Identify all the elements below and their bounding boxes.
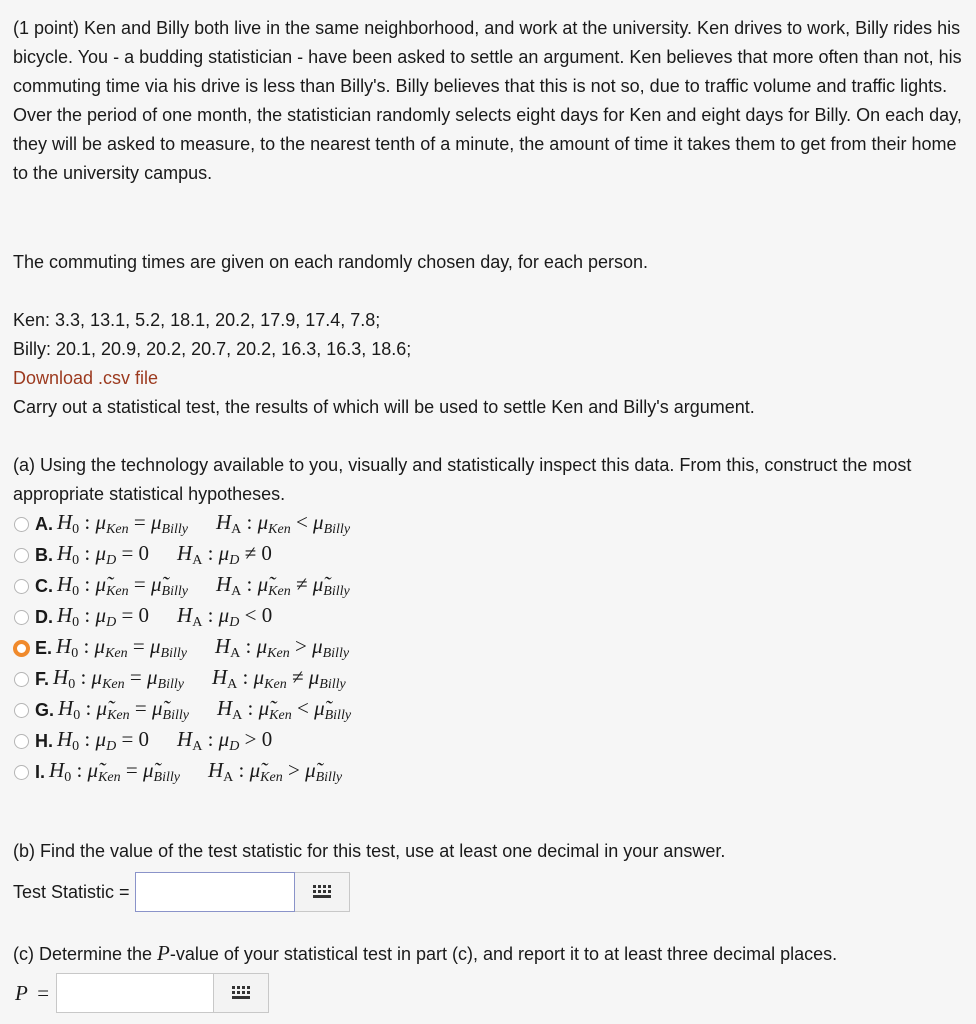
- colon: :: [84, 603, 91, 627]
- math-subscript: Ken: [107, 708, 130, 723]
- relation: ≠: [291, 665, 304, 689]
- math-subscript: 0: [72, 553, 80, 568]
- param-symbol: μ̃: [314, 696, 325, 720]
- math-subscript: Billy: [323, 522, 351, 537]
- colon: :: [84, 727, 91, 751]
- param-symbol: μ̃: [257, 572, 269, 596]
- option-letter: B.: [35, 544, 53, 565]
- colon: :: [84, 572, 91, 596]
- null-hypothesis: [53, 665, 184, 693]
- colon: :: [207, 541, 214, 565]
- param-symbol: 0: [261, 541, 272, 565]
- math-subscript: D: [229, 615, 240, 630]
- param-symbol: μ: [218, 603, 230, 627]
- math-subscript: Billy: [157, 677, 184, 692]
- relation: =: [132, 634, 145, 658]
- param-symbol: μ: [94, 634, 106, 658]
- math-subscript: 0: [72, 739, 80, 754]
- math-subscript: A: [227, 677, 238, 692]
- relation: <: [296, 696, 309, 720]
- math-subscript: Billy: [160, 646, 187, 661]
- download-csv-link[interactable]: Download .csv file: [13, 368, 159, 388]
- alternative-hypothesis: [177, 727, 272, 755]
- math-subscript: A: [223, 770, 234, 785]
- param-symbol: μ: [253, 665, 265, 689]
- param-symbol: μ̃: [142, 758, 154, 782]
- relation: =: [121, 541, 134, 565]
- ha-symbol: H: [177, 603, 193, 627]
- param-symbol: μ̃: [87, 758, 99, 782]
- colon: :: [80, 665, 87, 689]
- math-subscript: A: [192, 739, 203, 754]
- math-subscript: 0: [72, 522, 80, 537]
- math-subscript: D: [229, 739, 240, 754]
- h0-symbol: H: [58, 696, 74, 720]
- math-subscript: 0: [64, 770, 72, 785]
- radio-button[interactable]: [13, 640, 30, 657]
- relation: =: [129, 665, 142, 689]
- relation: =: [125, 758, 138, 782]
- option-letter: G.: [35, 699, 55, 720]
- param-symbol: μ: [218, 727, 230, 751]
- colon: :: [247, 696, 254, 720]
- math-subscript: Ken: [106, 584, 129, 599]
- math-subscript: A: [231, 584, 242, 599]
- alternative-hypothesis: [216, 572, 350, 600]
- math-subscript: Ken: [267, 646, 290, 661]
- option-letter: E.: [35, 637, 53, 658]
- ha-symbol: H: [215, 510, 232, 534]
- colon: :: [85, 696, 92, 720]
- null-hypothesis: [57, 572, 188, 600]
- param-symbol: μ: [257, 510, 269, 534]
- param-symbol: 0: [261, 603, 273, 627]
- alternative-hypothesis: [212, 665, 346, 693]
- h0-symbol: H: [57, 603, 73, 627]
- math-subscript: Ken: [98, 770, 121, 785]
- alternative-hypothesis: [177, 541, 272, 569]
- math-subscript: A: [232, 708, 243, 723]
- colon: :: [242, 665, 249, 689]
- test-statistic-label: Test Statistic =: [13, 881, 130, 902]
- h0-symbol: H: [57, 572, 73, 596]
- option-letter: H.: [35, 730, 53, 751]
- math-subscript: Ken: [260, 770, 283, 785]
- relation: ≠: [295, 572, 308, 596]
- h0-symbol: H: [56, 634, 72, 658]
- math-subscript: Billy: [162, 708, 189, 723]
- param-symbol: μ: [95, 541, 107, 565]
- p-label: P: [15, 980, 28, 1005]
- math-subscript: D: [229, 553, 240, 568]
- relation: <: [244, 603, 257, 627]
- math-subscript: Billy: [323, 584, 350, 599]
- math-subscript: Ken: [269, 708, 292, 723]
- option-f[interactable]: [14, 664, 346, 694]
- h0-symbol: H: [49, 758, 65, 782]
- billy-data: Billy: 20.1, 20.9, 20.2, 20.7, 20.2, 16.3, 16.3, 18.6;: [13, 339, 412, 359]
- ha-symbol: H: [177, 541, 193, 565]
- option-c[interactable]: [14, 571, 350, 601]
- colon: :: [245, 634, 252, 658]
- math-subscript: 0: [72, 615, 80, 630]
- p-value-keypad-button[interactable]: [214, 973, 269, 1013]
- param-symbol: μ: [308, 665, 320, 689]
- math-subscript: D: [106, 615, 117, 630]
- math-subscript: D: [106, 739, 117, 754]
- times-intro: The commuting times are given on each randomly chosen day, for each person.: [13, 252, 649, 272]
- colon: :: [207, 603, 214, 627]
- param-symbol: μ: [312, 634, 323, 658]
- relation: =: [121, 603, 134, 627]
- param-symbol: μ̃: [95, 572, 107, 596]
- ha-symbol: H: [177, 727, 193, 751]
- alternative-hypothesis: [208, 758, 342, 786]
- colon: :: [84, 510, 91, 534]
- math-subscript: A: [230, 646, 241, 661]
- option-a[interactable]: [14, 509, 350, 539]
- radio-button[interactable]: [14, 734, 29, 749]
- colon: :: [76, 758, 83, 782]
- math-subscript: A: [231, 522, 242, 537]
- radio-button[interactable]: [14, 548, 29, 563]
- param-symbol: 0: [261, 727, 273, 751]
- param-symbol: μ̃: [305, 758, 316, 782]
- math-subscript: Billy: [324, 708, 352, 723]
- param-symbol: μ: [256, 634, 268, 658]
- math-subscript: D: [106, 553, 117, 568]
- param-symbol: μ: [150, 510, 162, 534]
- null-hypothesis: [57, 727, 149, 755]
- relation: >: [244, 727, 257, 751]
- relation: ≠: [244, 541, 257, 565]
- option-d[interactable]: [14, 602, 272, 632]
- relation: >: [287, 758, 300, 782]
- math-subscript: Billy: [315, 770, 343, 785]
- null-hypothesis: [58, 696, 189, 724]
- math-subscript: A: [192, 615, 203, 630]
- part-c-prompt: [13, 941, 837, 966]
- math-subscript: Ken: [106, 522, 129, 537]
- relation: =: [133, 510, 146, 534]
- math-subscript: Ken: [264, 677, 287, 692]
- null-hypothesis: [57, 510, 188, 538]
- radio-button[interactable]: [14, 610, 29, 625]
- alternative-hypothesis: [177, 603, 272, 631]
- problem-intro: (1 point) Ken and Billy both live in the same neighborhood, and work at the university. Ken drives to work, Billy rides his bicycle. You - a budding statistician - have been asked to settle an argument. Ken believes that more often than not, his commuting time via his drive is less than Billy's. Billy believes that this is not so, due to traffic volume and traffic lights. Over the period of one month, the statistician randomly selects eight days for Ken and eight days for Billy. On each day, they will be asked to measure, to the nearest tenth of a minute, the amount of time it takes them to get from their home to the university campus.: [13, 18, 962, 183]
- option-letter: I.: [35, 761, 46, 782]
- null-hypothesis: [49, 758, 180, 786]
- part-c-prefix: (c) Determine the: [13, 944, 158, 964]
- ha-symbol: H: [215, 572, 232, 596]
- test-statistic-input[interactable]: [135, 872, 295, 912]
- option-letter: A.: [35, 513, 53, 534]
- part-a-prompt: (a) Using the technology available to you, visually and statistically inspect this data. From this, construct the most appropriate statistical hypotheses.: [13, 455, 912, 504]
- colon: :: [207, 727, 214, 751]
- param-symbol: μ: [95, 603, 107, 627]
- math-subscript: 0: [73, 708, 81, 723]
- relation: =: [133, 572, 146, 596]
- math-subscript: Ken: [105, 646, 128, 661]
- carry-out-text: Carry out a statistical test, the results of which will be used to settle Ken and Billy's argument.: [13, 397, 755, 417]
- math-subscript: Billy: [153, 770, 180, 785]
- relation: >: [294, 634, 307, 658]
- test-statistic-keypad-button[interactable]: [295, 872, 350, 912]
- test-statistic-row: [13, 841, 726, 914]
- h0-symbol: H: [57, 510, 73, 534]
- p-equals: =: [35, 980, 50, 1005]
- param-symbol: μ: [95, 727, 107, 751]
- param-symbol: μ̃: [151, 696, 163, 720]
- math-subscript: A: [192, 553, 203, 568]
- null-hypothesis: [57, 603, 149, 631]
- option-b[interactable]: [14, 540, 272, 570]
- relation: =: [121, 727, 134, 751]
- param-symbol: μ: [313, 510, 324, 534]
- param-symbol: 0: [138, 603, 150, 627]
- relation: =: [134, 696, 147, 720]
- option-i[interactable]: [14, 757, 342, 787]
- colon: :: [246, 510, 253, 534]
- colon: :: [84, 541, 91, 565]
- option-e[interactable]: [14, 633, 349, 663]
- part-c-p-symbol: P: [157, 941, 170, 965]
- colon: :: [246, 572, 253, 596]
- radio-button[interactable]: [14, 703, 29, 718]
- ha-symbol: H: [214, 634, 231, 658]
- math-subscript: Ken: [268, 522, 291, 537]
- math-subscript: Ken: [102, 677, 125, 692]
- radio-button[interactable]: [14, 765, 29, 780]
- param-symbol: μ: [91, 665, 103, 689]
- relation: <: [295, 510, 308, 534]
- h0-symbol: H: [53, 665, 69, 689]
- radio-button[interactable]: [14, 517, 29, 532]
- param-symbol: μ: [146, 665, 158, 689]
- ha-symbol: H: [211, 665, 228, 689]
- part-c-suffix: -value of your statistical test in part (c), and report it to at least three decimal places.: [169, 944, 838, 964]
- param-symbol: μ̃: [96, 696, 108, 720]
- null-hypothesis: [57, 541, 149, 569]
- param-symbol: μ̃: [258, 696, 270, 720]
- option-g[interactable]: [14, 695, 351, 725]
- keypad-icon: [232, 986, 250, 1000]
- math-subscript: 0: [68, 677, 76, 692]
- h0-symbol: H: [57, 727, 73, 751]
- math-subscript: 0: [72, 584, 80, 599]
- p-value-input[interactable]: [56, 973, 214, 1013]
- param-symbol: μ: [95, 510, 107, 534]
- param-symbol: 0: [138, 727, 150, 751]
- option-letter: C.: [35, 575, 53, 596]
- alternative-hypothesis: [216, 510, 350, 538]
- param-symbol: μ: [218, 541, 230, 565]
- math-subscript: 0: [71, 646, 79, 661]
- param-symbol: μ: [149, 634, 161, 658]
- h0-symbol: H: [57, 541, 73, 565]
- param-symbol: μ̃: [150, 572, 162, 596]
- math-subscript: Billy: [161, 522, 188, 537]
- math-subscript: Billy: [322, 646, 350, 661]
- part-b-prompt: (b) Find the value of the test statistic for this test, use at least one decimal in your answer.: [13, 841, 726, 861]
- alternative-hypothesis: [217, 696, 351, 724]
- ha-symbol: H: [207, 758, 224, 782]
- alternative-hypothesis: [215, 634, 349, 662]
- math-subscript: Ken: [268, 584, 291, 599]
- colon: :: [83, 634, 90, 658]
- p-value-row: [13, 941, 838, 1016]
- param-symbol: μ̃: [312, 572, 324, 596]
- option-letter: F.: [35, 668, 50, 689]
- math-subscript: Billy: [319, 677, 346, 692]
- math-subscript: Billy: [161, 584, 188, 599]
- keypad-icon: [313, 885, 331, 899]
- option-h[interactable]: [14, 726, 272, 756]
- option-letter: D.: [35, 606, 53, 627]
- colon: :: [238, 758, 245, 782]
- ha-symbol: H: [216, 696, 233, 720]
- ken-data: Ken: 3.3, 13.1, 5.2, 18.1, 20.2, 17.9, 17.4, 7.8;: [13, 310, 381, 330]
- param-symbol: 0: [138, 541, 150, 565]
- radio-button[interactable]: [14, 672, 29, 687]
- param-symbol: μ̃: [249, 758, 261, 782]
- null-hypothesis: [56, 634, 187, 662]
- radio-button[interactable]: [14, 579, 29, 594]
